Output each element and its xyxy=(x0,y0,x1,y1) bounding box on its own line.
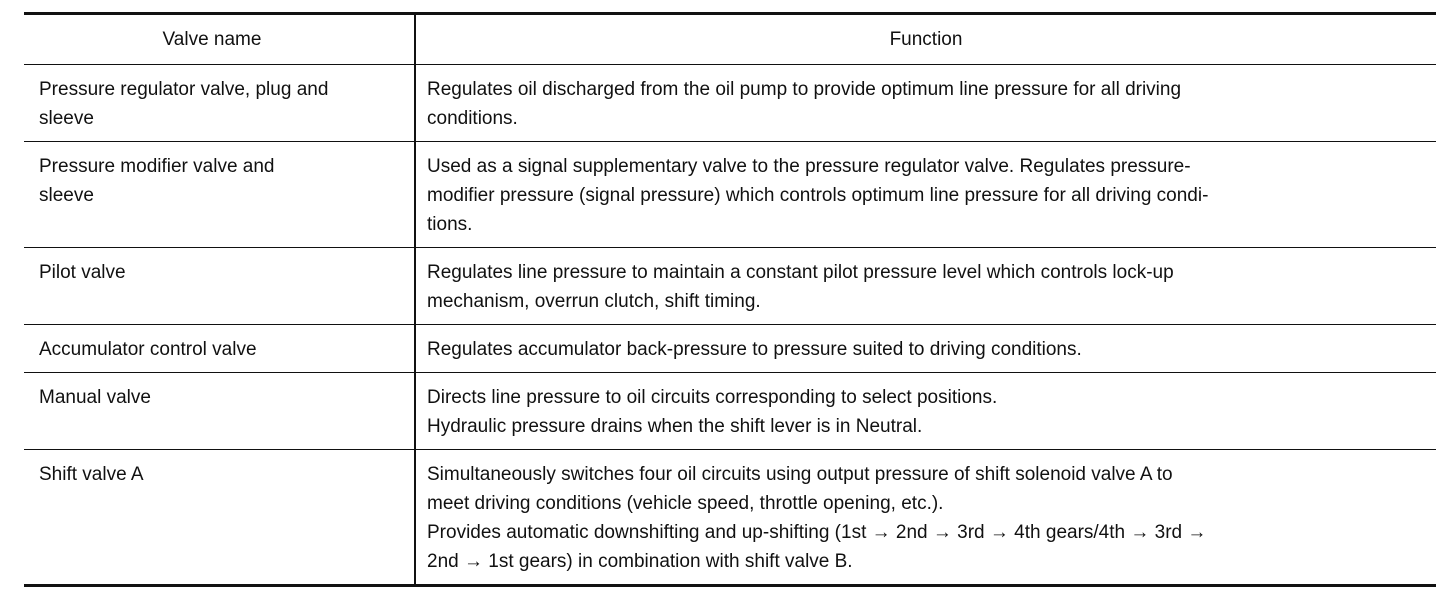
function-line: Regulates accumulator back-pressure to pressure suited to driving conditions. xyxy=(427,339,1082,360)
function-cell xyxy=(415,373,1436,450)
valve-name-cell xyxy=(24,325,415,373)
function-line: Hydraulic pressure drains when the shift lever is in Neutral. xyxy=(427,416,923,437)
function-line: Used as a signal supplementary valve to the pressure regulator valve. Regulates pressure- xyxy=(427,156,1191,177)
column-header-valve-name: Valve name xyxy=(24,14,415,65)
function-line: Directs line pressure to oil circuits corresponding to select positions. xyxy=(427,387,998,408)
valve-name-line: sleeve xyxy=(39,185,94,206)
table-header-row xyxy=(24,14,1436,65)
function-line: tions. xyxy=(427,214,473,235)
valve-function-table-wrapper xyxy=(24,12,1436,587)
valve-name-line: sleeve xyxy=(39,108,94,129)
valve-name-line: Manual valve xyxy=(39,387,151,408)
function-line: modifier pressure (signal pressure) which controls optimum line pressure for all driving condi- xyxy=(427,185,1209,206)
valve-name-cell xyxy=(24,248,415,325)
function-line: Regulates oil discharged from the oil pump to provide optimum line pressure for all driving xyxy=(427,79,1182,100)
valve-name-cell xyxy=(24,142,415,248)
valve-name-line: Shift valve A xyxy=(39,464,144,485)
table-row xyxy=(24,248,1436,325)
function-cell xyxy=(415,142,1436,248)
function-line: Provides automatic downshifting and up-shifting (1st → 2nd → 3rd → 4th gears/4th → 3rd → xyxy=(427,522,1207,543)
valve-name-line: Pressure modifier valve and xyxy=(39,156,275,177)
table-row xyxy=(24,142,1436,248)
valve-name-cell xyxy=(24,450,415,586)
valve-function-table xyxy=(24,12,1436,587)
valve-name-line: Pressure regulator valve, plug and xyxy=(39,79,329,100)
function-cell xyxy=(415,65,1436,142)
function-line: conditions. xyxy=(427,108,518,129)
table-row xyxy=(24,65,1436,142)
column-header-function: Function xyxy=(889,29,963,50)
valve-name-cell xyxy=(24,65,415,142)
function-cell xyxy=(415,450,1436,586)
table-row xyxy=(24,325,1436,373)
function-cell xyxy=(415,325,1436,373)
table-row xyxy=(24,450,1436,586)
function-line: Simultaneously switches four oil circuits using output pressure of shift solenoid valve A to xyxy=(427,464,1173,485)
valve-name-line: Pilot valve xyxy=(39,262,126,283)
table-row xyxy=(24,373,1436,450)
function-line: meet driving conditions (vehicle speed, throttle opening, etc.). xyxy=(427,493,944,514)
function-line: Regulates line pressure to maintain a constant pilot pressure level which controls lock-up xyxy=(427,262,1174,283)
function-cell xyxy=(415,248,1436,325)
function-line: 2nd → 1st gears) in combination with shift valve B. xyxy=(427,551,853,572)
valve-name-cell xyxy=(24,373,415,450)
valve-name-line: Accumulator control valve xyxy=(39,339,257,360)
function-line: mechanism, overrun clutch, shift timing. xyxy=(427,291,761,312)
